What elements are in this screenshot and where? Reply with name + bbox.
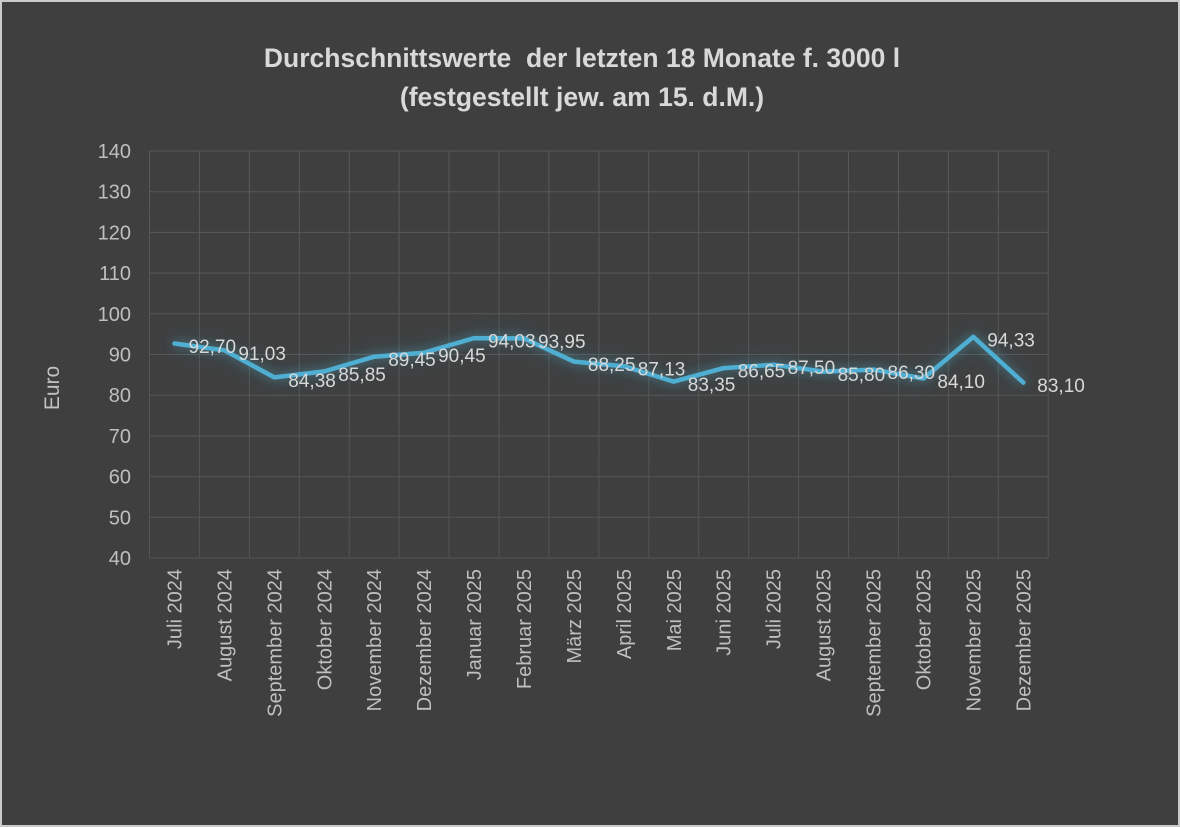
y-tick-label: 60 — [108, 466, 131, 489]
y-tick-label: 70 — [108, 425, 131, 448]
data-point-label: 87,13 — [637, 359, 686, 381]
x-tick-label: Dezember 2025 — [1013, 569, 1036, 712]
y-tick-label: 80 — [108, 385, 131, 408]
x-tick-label: Oktober 2025 — [913, 569, 936, 691]
data-point-label: 94,33 — [987, 330, 1035, 352]
x-tick-label: Juli 2024 — [164, 569, 187, 650]
y-tick-label: 130 — [97, 181, 131, 204]
x-tick-label: April 2025 — [613, 569, 636, 660]
x-tick-label: November 2025 — [963, 569, 986, 712]
x-tick-label: November 2024 — [364, 569, 387, 712]
data-point-label: 88,25 — [587, 355, 636, 377]
y-tick-label: 110 — [99, 263, 131, 286]
x-tick-label: März 2025 — [563, 569, 586, 664]
data-labels — [189, 330, 1085, 397]
y-axis-title: Euro — [41, 365, 64, 411]
data-point-label: 89,45 — [388, 350, 436, 372]
data-point-label: 83,35 — [687, 375, 736, 397]
y-tick-label: 120 — [97, 222, 131, 245]
data-point-label: 84,38 — [288, 370, 336, 392]
y-tick-label: 90 — [108, 344, 131, 367]
data-point-label: 85,80 — [837, 365, 886, 387]
chart-title: Durchschnittswerte der letzten 18 Monate f. 3000 l — [263, 43, 901, 73]
x-tick-label: Juli 2025 — [763, 569, 786, 650]
data-point-label: 85,85 — [338, 364, 386, 386]
data-point-label: 94,03 — [488, 331, 536, 353]
x-axis-tick-labels — [165, 569, 1036, 717]
data-point-label: 92,70 — [188, 337, 237, 358]
data-point-label: 83,10 — [1037, 376, 1085, 398]
x-tick-label: September 2024 — [264, 569, 287, 717]
x-tick-label: September 2025 — [863, 569, 886, 717]
y-tick-label: 40 — [108, 548, 131, 570]
data-point-label: 86,30 — [887, 363, 936, 385]
x-tick-label: Dezember 2024 — [414, 569, 437, 712]
x-tick-label: Juni 2025 — [713, 569, 736, 656]
y-tick-label: 140 — [97, 141, 131, 163]
data-point-label: 87,50 — [787, 358, 836, 380]
y-tick-label: 50 — [108, 507, 131, 530]
data-point-label: 90,45 — [438, 346, 486, 368]
data-point-label: 84,10 — [937, 372, 985, 393]
x-tick-label: Mai 2025 — [663, 569, 686, 652]
data-point-label: 86,65 — [737, 361, 786, 383]
y-axis-tick-labels — [98, 141, 131, 570]
data-point-label: 93,95 — [538, 331, 586, 353]
y-tick-label: 100 — [97, 303, 131, 326]
chart-subtitle: (festgestellt jew. am 15. d.M.) — [399, 82, 765, 112]
x-tick-label: August 2024 — [214, 569, 237, 682]
data-point-label: 91,03 — [238, 343, 286, 365]
line-chart — [2, 2, 1180, 827]
x-tick-label: Januar 2025 — [464, 569, 486, 681]
x-tick-label: Februar 2025 — [514, 569, 536, 690]
x-tick-label: Oktober 2024 — [314, 569, 337, 691]
x-tick-label: August 2025 — [813, 569, 836, 682]
